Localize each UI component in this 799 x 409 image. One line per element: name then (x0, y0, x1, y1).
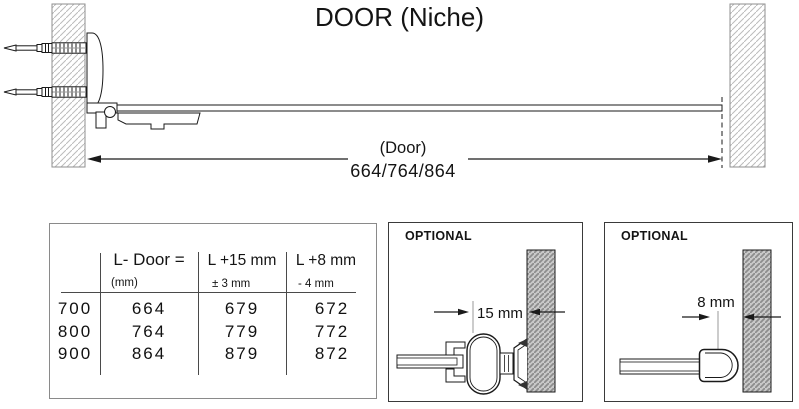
optional-label: OPTIONAL (621, 229, 688, 243)
cell-l8: 872 (314, 344, 350, 363)
screw-anchor-top-icon (4, 43, 86, 53)
column-header-l15: L +15 mm (207, 252, 277, 269)
hinge-bracket-step (96, 112, 106, 128)
left-wall (52, 4, 85, 167)
glass-panel-inner (620, 362, 705, 371)
glass-panel-inner (397, 358, 457, 365)
screw-anchor-bottom-icon (4, 87, 86, 97)
spec-table (49, 223, 377, 399)
table-header-rule (61, 292, 356, 293)
magnet-seal-diagram (389, 223, 582, 401)
cell-l15: 879 (224, 344, 260, 363)
cell-l15: 779 (224, 322, 260, 341)
column-subheader-door: (mm) (111, 277, 138, 289)
cell-size: 800 (57, 322, 93, 341)
column-subheader-l15: ± 3 mm (212, 278, 251, 290)
gap-dimension-label: 8 mm (697, 294, 735, 311)
door-dimension-values: 664/764/864 (350, 161, 456, 181)
column-header-door: L- Door = (113, 250, 185, 269)
page-title: DOOR (Niche) (314, 2, 484, 32)
column-header-l8: L +8 mm (295, 252, 357, 269)
cell-l15: 679 (224, 299, 260, 318)
hinge-pivot (105, 107, 116, 118)
hinge-clamp-bracket (118, 113, 200, 129)
clamp-hook-bottom (446, 369, 465, 382)
bulb-seal-diagram (605, 223, 792, 401)
cell-door: 664 (131, 299, 167, 318)
clamp-hook-top (446, 342, 465, 355)
dim-arrow-right-icon (458, 309, 469, 315)
dimension-arrow-right-icon (708, 155, 722, 162)
optional-label: OPTIONAL (405, 229, 472, 243)
dimension-arrow-left-icon (87, 155, 101, 162)
wall-section (527, 250, 555, 392)
dim-arrow-right-icon (699, 314, 710, 320)
door-dimension-label: (Door) (379, 139, 427, 157)
door-glass-panel (117, 105, 722, 111)
hinge-wall-plate (87, 33, 103, 107)
gap-dimension-label: 15 mm (477, 305, 523, 322)
cell-door: 764 (131, 322, 167, 341)
wall-section (743, 250, 771, 392)
cell-l8: 772 (314, 322, 350, 341)
column-subheader-l8: - 4 mm (298, 278, 334, 290)
cell-door: 864 (131, 344, 167, 363)
cell-size: 900 (57, 344, 93, 363)
right-wall (730, 4, 765, 167)
cell-l8: 672 (314, 299, 350, 318)
magnet-block (500, 353, 513, 374)
cell-size: 700 (57, 299, 93, 318)
optional-bulb-detail (604, 222, 793, 402)
optional-magnet-detail (388, 222, 583, 402)
